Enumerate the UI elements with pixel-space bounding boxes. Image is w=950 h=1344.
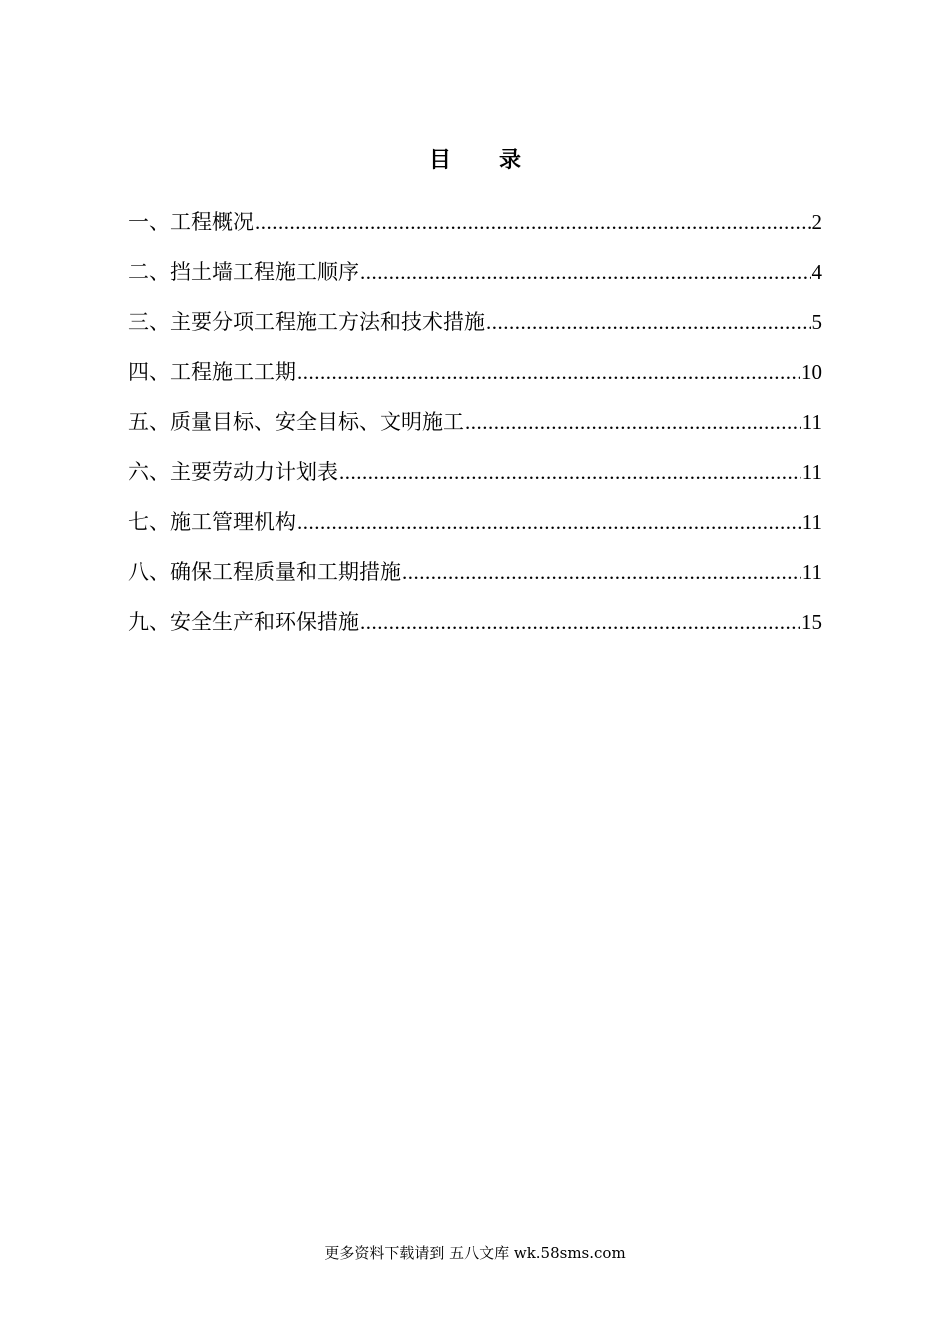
toc-title-part1: 目 bbox=[428, 147, 451, 173]
toc-leader-dots bbox=[339, 452, 801, 492]
toc-leader-dots bbox=[486, 302, 811, 342]
toc-leader-dots bbox=[297, 352, 800, 392]
toc-leader-dots bbox=[360, 602, 800, 642]
toc-list bbox=[128, 202, 822, 652]
toc-entry[interactable] bbox=[128, 402, 822, 452]
toc-entry-label: 二、挡土墙工程施工顺序 bbox=[128, 260, 359, 284]
toc-leader-dots bbox=[360, 252, 811, 292]
toc-entry[interactable] bbox=[128, 202, 822, 252]
toc-leader-dots bbox=[465, 402, 801, 442]
toc-entry-label: 九、安全生产和环保措施 bbox=[128, 610, 359, 634]
toc-entry-page: 5 bbox=[811, 310, 822, 334]
toc-entry-label: 五、质量目标、安全目标、文明施工 bbox=[128, 410, 464, 434]
toc-leader-dots bbox=[402, 552, 801, 592]
toc-entry[interactable] bbox=[128, 502, 822, 552]
toc-title-part2: 录 bbox=[499, 147, 522, 173]
toc-entry[interactable] bbox=[128, 302, 822, 352]
toc-entry-label: 四、工程施工工期 bbox=[128, 360, 296, 384]
toc-entry[interactable] bbox=[128, 602, 822, 652]
footer-note: 更多资料下载请到 五八文库 wk.58sms.com bbox=[324, 1244, 626, 1262]
toc-entry[interactable] bbox=[128, 552, 822, 602]
toc-entry-page: 15 bbox=[801, 610, 822, 634]
toc-entry-label: 八、确保工程质量和工期措施 bbox=[128, 560, 401, 584]
toc-entry[interactable] bbox=[128, 352, 822, 402]
toc-entry-page: 11 bbox=[801, 560, 822, 584]
toc-entry-label: 七、施工管理机构 bbox=[128, 510, 296, 534]
toc-entry-page: 4 bbox=[811, 260, 822, 284]
toc-entry-page: 11 bbox=[801, 510, 822, 534]
toc-title bbox=[0, 143, 950, 174]
toc-entry-label: 三、主要分项工程施工方法和技术措施 bbox=[128, 310, 485, 334]
toc-entry-page: 10 bbox=[801, 360, 822, 384]
toc-entry-page: 11 bbox=[801, 410, 822, 434]
toc-entry-page: 11 bbox=[801, 460, 822, 484]
toc-entry-page: 2 bbox=[811, 210, 822, 234]
toc-entry-label: 六、主要劳动力计划表 bbox=[128, 460, 338, 484]
toc-entry[interactable] bbox=[128, 252, 822, 302]
toc-entry[interactable] bbox=[128, 452, 822, 502]
toc-leader-dots bbox=[255, 202, 811, 242]
toc-leader-dots bbox=[297, 502, 801, 542]
toc-entry-label: 一、工程概况 bbox=[128, 210, 254, 234]
